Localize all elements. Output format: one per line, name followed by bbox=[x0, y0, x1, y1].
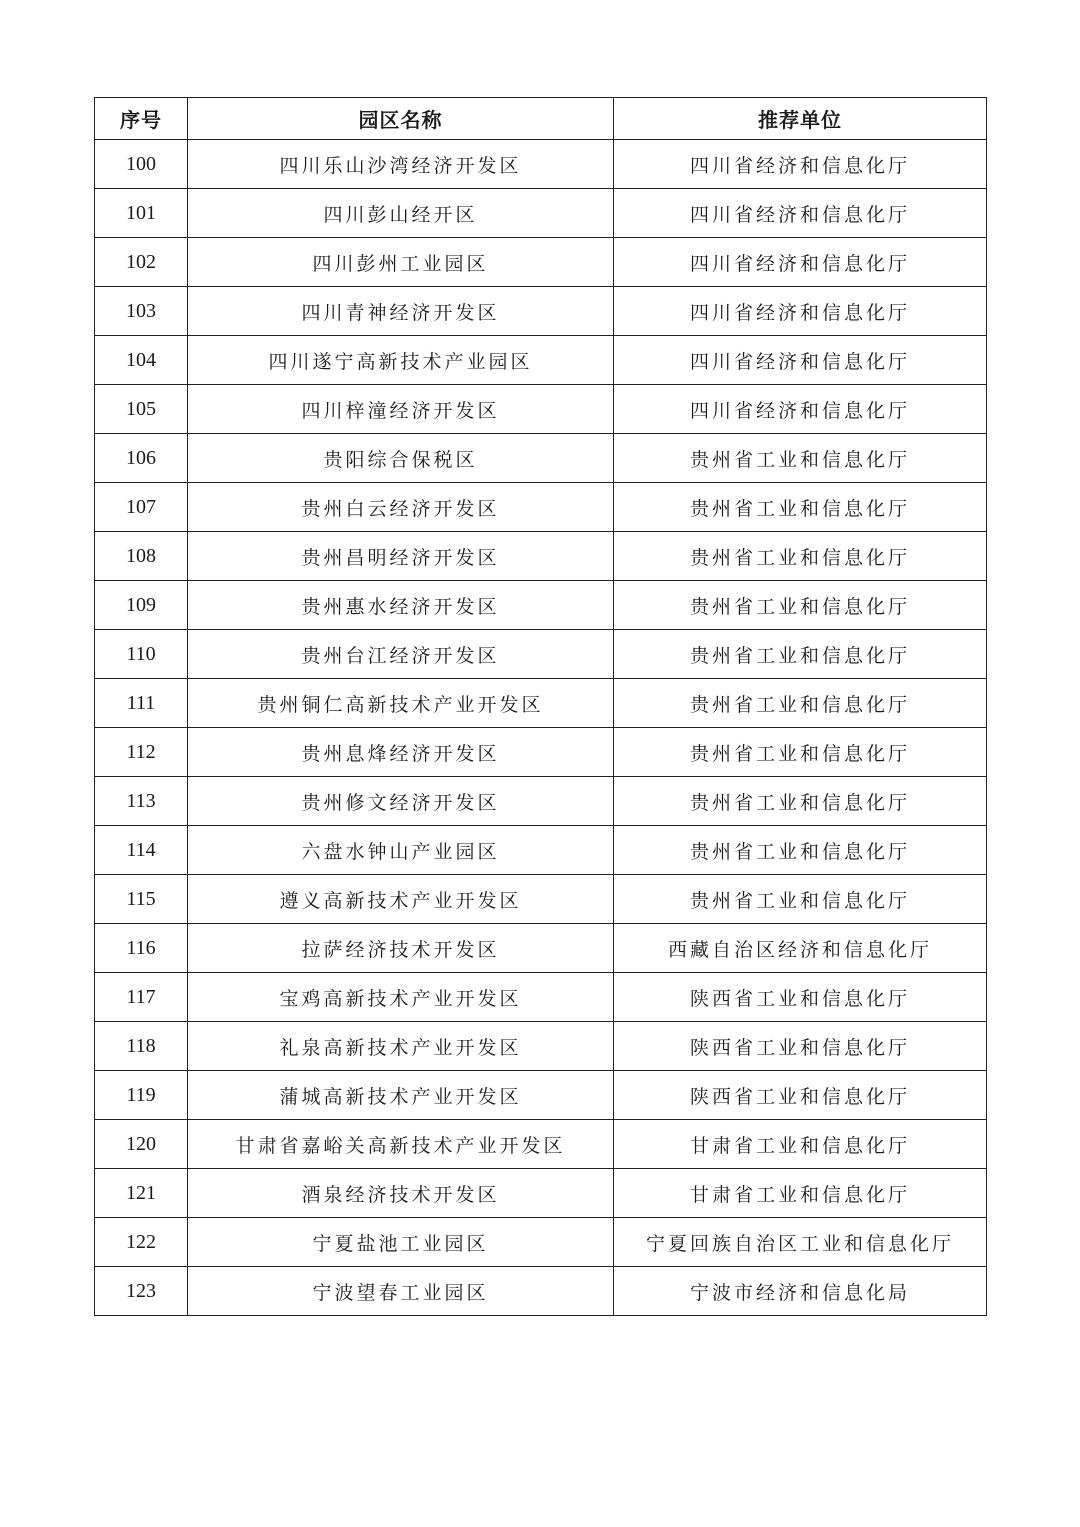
cell-recommending-unit: 贵州省工业和信息化厅 bbox=[614, 777, 987, 826]
table-row bbox=[95, 1169, 987, 1218]
cell-serial-number: 123 bbox=[95, 1267, 188, 1316]
cell-serial-number: 105 bbox=[95, 385, 188, 434]
cell-recommending-unit: 陕西省工业和信息化厅 bbox=[614, 1071, 987, 1120]
cell-serial-number: 115 bbox=[95, 875, 188, 924]
cell-serial-number: 107 bbox=[95, 483, 188, 532]
table-row bbox=[95, 630, 987, 679]
cell-recommending-unit: 贵州省工业和信息化厅 bbox=[614, 875, 987, 924]
cell-park-name: 四川彭州工业园区 bbox=[188, 238, 614, 287]
cell-recommending-unit: 四川省经济和信息化厅 bbox=[614, 238, 987, 287]
header-serial-number: 序号 bbox=[95, 98, 188, 140]
cell-serial-number: 122 bbox=[95, 1218, 188, 1267]
table-row bbox=[95, 189, 987, 238]
table-row bbox=[95, 728, 987, 777]
table-row bbox=[95, 1267, 987, 1316]
cell-recommending-unit: 贵州省工业和信息化厅 bbox=[614, 434, 987, 483]
cell-serial-number: 108 bbox=[95, 532, 188, 581]
cell-park-name: 四川遂宁高新技术产业园区 bbox=[188, 336, 614, 385]
cell-park-name: 贵州息烽经济开发区 bbox=[188, 728, 614, 777]
cell-serial-number: 120 bbox=[95, 1120, 188, 1169]
table-header bbox=[95, 98, 987, 140]
cell-park-name: 贵州台江经济开发区 bbox=[188, 630, 614, 679]
cell-serial-number: 111 bbox=[95, 679, 188, 728]
cell-park-name: 贵州修文经济开发区 bbox=[188, 777, 614, 826]
cell-recommending-unit: 贵州省工业和信息化厅 bbox=[614, 826, 987, 875]
cell-recommending-unit: 贵州省工业和信息化厅 bbox=[614, 483, 987, 532]
cell-serial-number: 101 bbox=[95, 189, 188, 238]
table-row bbox=[95, 434, 987, 483]
table-row bbox=[95, 679, 987, 728]
cell-recommending-unit: 甘肃省工业和信息化厅 bbox=[614, 1120, 987, 1169]
cell-serial-number: 103 bbox=[95, 287, 188, 336]
cell-serial-number: 118 bbox=[95, 1022, 188, 1071]
cell-recommending-unit: 陕西省工业和信息化厅 bbox=[614, 1022, 987, 1071]
table-row bbox=[95, 1022, 987, 1071]
table-row bbox=[95, 1071, 987, 1120]
cell-serial-number: 112 bbox=[95, 728, 188, 777]
table-row bbox=[95, 973, 987, 1022]
cell-park-name: 贵阳综合保税区 bbox=[188, 434, 614, 483]
cell-park-name: 四川乐山沙湾经济开发区 bbox=[188, 140, 614, 189]
cell-park-name: 贵州惠水经济开发区 bbox=[188, 581, 614, 630]
cell-park-name: 四川青神经济开发区 bbox=[188, 287, 614, 336]
cell-park-name: 礼泉高新技术产业开发区 bbox=[188, 1022, 614, 1071]
table-row bbox=[95, 1120, 987, 1169]
cell-park-name: 四川梓潼经济开发区 bbox=[188, 385, 614, 434]
cell-serial-number: 113 bbox=[95, 777, 188, 826]
table-row bbox=[95, 875, 987, 924]
cell-serial-number: 121 bbox=[95, 1169, 188, 1218]
cell-serial-number: 110 bbox=[95, 630, 188, 679]
cell-serial-number: 116 bbox=[95, 924, 188, 973]
cell-park-name: 贵州铜仁高新技术产业开发区 bbox=[188, 679, 614, 728]
cell-recommending-unit: 四川省经济和信息化厅 bbox=[614, 336, 987, 385]
cell-recommending-unit: 四川省经济和信息化厅 bbox=[614, 189, 987, 238]
cell-park-name: 贵州白云经济开发区 bbox=[188, 483, 614, 532]
table-row bbox=[95, 924, 987, 973]
cell-park-name: 宁波望春工业园区 bbox=[188, 1267, 614, 1316]
table-body bbox=[95, 140, 987, 1316]
cell-park-name: 四川彭山经开区 bbox=[188, 189, 614, 238]
cell-recommending-unit: 贵州省工业和信息化厅 bbox=[614, 532, 987, 581]
table-row bbox=[95, 777, 987, 826]
cell-park-name: 贵州昌明经济开发区 bbox=[188, 532, 614, 581]
table-row bbox=[95, 1218, 987, 1267]
cell-serial-number: 114 bbox=[95, 826, 188, 875]
cell-park-name: 宁夏盐池工业园区 bbox=[188, 1218, 614, 1267]
cell-recommending-unit: 陕西省工业和信息化厅 bbox=[614, 973, 987, 1022]
cell-recommending-unit: 贵州省工业和信息化厅 bbox=[614, 679, 987, 728]
cell-recommending-unit: 宁夏回族自治区工业和信息化厅 bbox=[614, 1218, 987, 1267]
cell-recommending-unit: 四川省经济和信息化厅 bbox=[614, 287, 987, 336]
cell-recommending-unit: 四川省经济和信息化厅 bbox=[614, 385, 987, 434]
cell-serial-number: 102 bbox=[95, 238, 188, 287]
table-row bbox=[95, 826, 987, 875]
table-row bbox=[95, 483, 987, 532]
cell-recommending-unit: 宁波市经济和信息化局 bbox=[614, 1267, 987, 1316]
cell-park-name: 六盘水钟山产业园区 bbox=[188, 826, 614, 875]
cell-park-name: 宝鸡高新技术产业开发区 bbox=[188, 973, 614, 1022]
table-row bbox=[95, 385, 987, 434]
table-row bbox=[95, 336, 987, 385]
cell-park-name: 蒲城高新技术产业开发区 bbox=[188, 1071, 614, 1120]
cell-recommending-unit: 贵州省工业和信息化厅 bbox=[614, 581, 987, 630]
park-list-table bbox=[94, 97, 987, 1316]
cell-park-name: 遵义高新技术产业开发区 bbox=[188, 875, 614, 924]
table-row bbox=[95, 581, 987, 630]
table-row bbox=[95, 532, 987, 581]
cell-recommending-unit: 甘肃省工业和信息化厅 bbox=[614, 1169, 987, 1218]
cell-serial-number: 117 bbox=[95, 973, 188, 1022]
cell-recommending-unit: 贵州省工业和信息化厅 bbox=[614, 728, 987, 777]
cell-park-name: 拉萨经济技术开发区 bbox=[188, 924, 614, 973]
header-row bbox=[95, 98, 987, 140]
cell-serial-number: 100 bbox=[95, 140, 188, 189]
cell-serial-number: 106 bbox=[95, 434, 188, 483]
cell-recommending-unit: 贵州省工业和信息化厅 bbox=[614, 630, 987, 679]
table-row bbox=[95, 140, 987, 189]
cell-serial-number: 119 bbox=[95, 1071, 188, 1120]
cell-park-name: 酒泉经济技术开发区 bbox=[188, 1169, 614, 1218]
cell-recommending-unit: 四川省经济和信息化厅 bbox=[614, 140, 987, 189]
table-row bbox=[95, 238, 987, 287]
header-park-name: 园区名称 bbox=[188, 98, 614, 140]
cell-serial-number: 109 bbox=[95, 581, 188, 630]
header-recommending-unit: 推荐单位 bbox=[614, 98, 987, 140]
cell-recommending-unit: 西藏自治区经济和信息化厅 bbox=[614, 924, 987, 973]
cell-serial-number: 104 bbox=[95, 336, 188, 385]
table-row bbox=[95, 287, 987, 336]
cell-park-name: 甘肃省嘉峪关高新技术产业开发区 bbox=[188, 1120, 614, 1169]
